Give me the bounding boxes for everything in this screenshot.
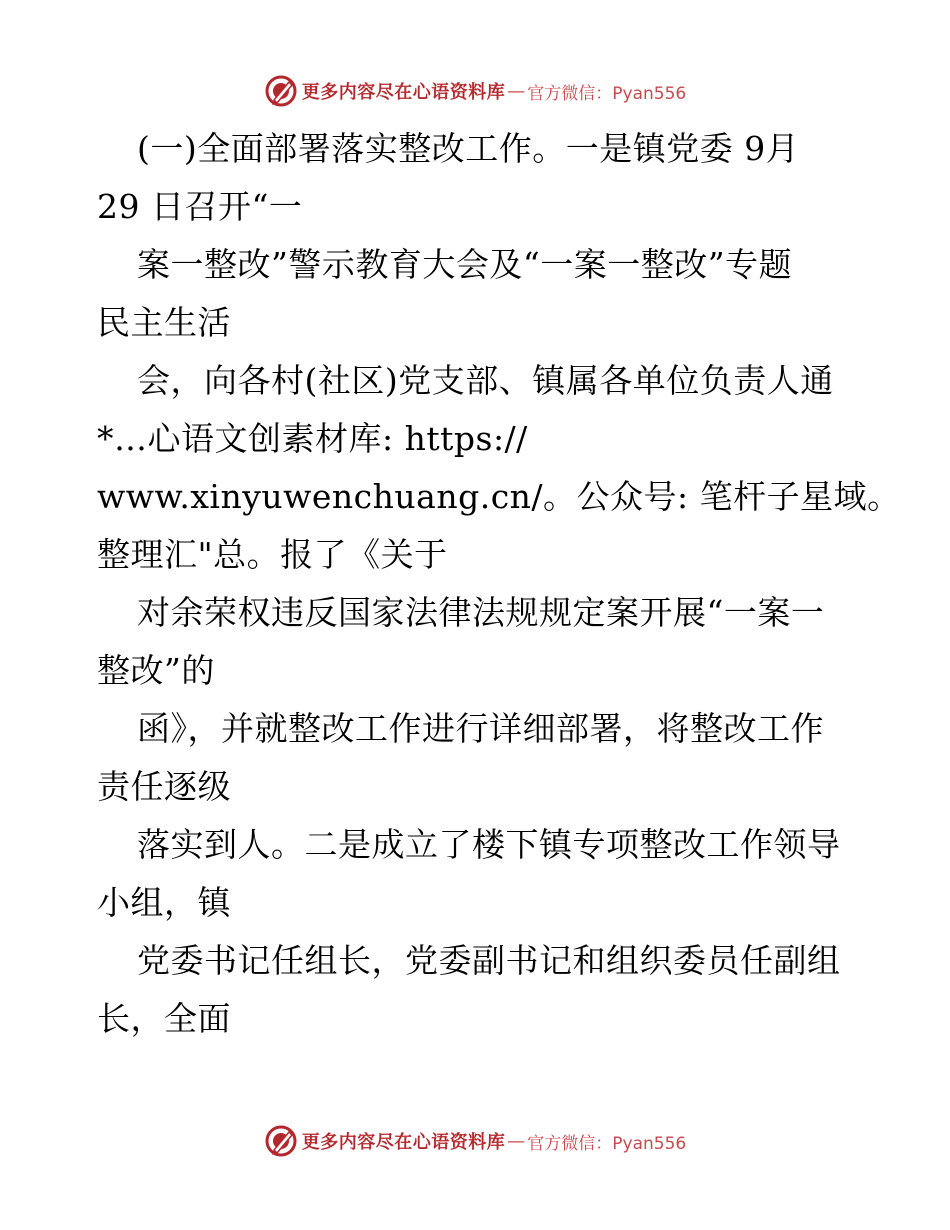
header-slogan: 更多内容尽在心语资料库 — [301, 82, 506, 103]
pen-logo-icon — [264, 1124, 298, 1158]
body-line: 案一整改”警示教育大会及“一案一整改”专题 — [137, 245, 793, 284]
footer-contact: 官方微信：Pyan556 — [527, 1133, 687, 1154]
body-line: 落实到人。二是成立了楼下镇专项整改工作领导 — [137, 825, 841, 864]
body-line: 函》，并就整改工作进行详细部署，将整改工作 — [137, 709, 824, 748]
footer-banner — [0, 1121, 950, 1161]
body-line: 党委书记任组长，党委副书记和组织委员任副组 — [137, 941, 841, 980]
body-line: 对余荣权违反国家法律法规规定案开展“一案一 — [137, 593, 825, 632]
body-line: (一)全面部署落实整改工作。一是镇党委 9月 — [137, 129, 800, 168]
body-line: 民主生活 — [97, 303, 231, 342]
body-line: 会，向各村(社区)党支部、镇属各单位负责人通 — [137, 361, 834, 400]
body-line: *…心语文创素材库: https:// — [97, 419, 528, 458]
body-line: 长，全面 — [97, 999, 231, 1038]
document-body — [97, 120, 901, 1048]
body-line: 29 日召开“一 — [97, 187, 303, 226]
header-contact: 官方微信：Pyan556 — [527, 83, 687, 104]
pen-logo-icon — [264, 74, 298, 108]
footer-slogan: 更多内容尽在心语资料库 — [301, 1132, 506, 1153]
footer-dash: — — [507, 1130, 526, 1152]
body-line: 整改”的 — [97, 651, 215, 690]
header-banner — [0, 71, 950, 111]
body-line: 责任逐级 — [97, 767, 231, 806]
body-line: 小组，镇 — [97, 883, 231, 922]
body-line: 整理汇"总。报了《关于 — [97, 535, 448, 574]
header-dash: — — [507, 80, 526, 102]
body-line: www.xinyuwenchuang.cn/。公众号: 笔杆子星域。 — [97, 477, 901, 516]
